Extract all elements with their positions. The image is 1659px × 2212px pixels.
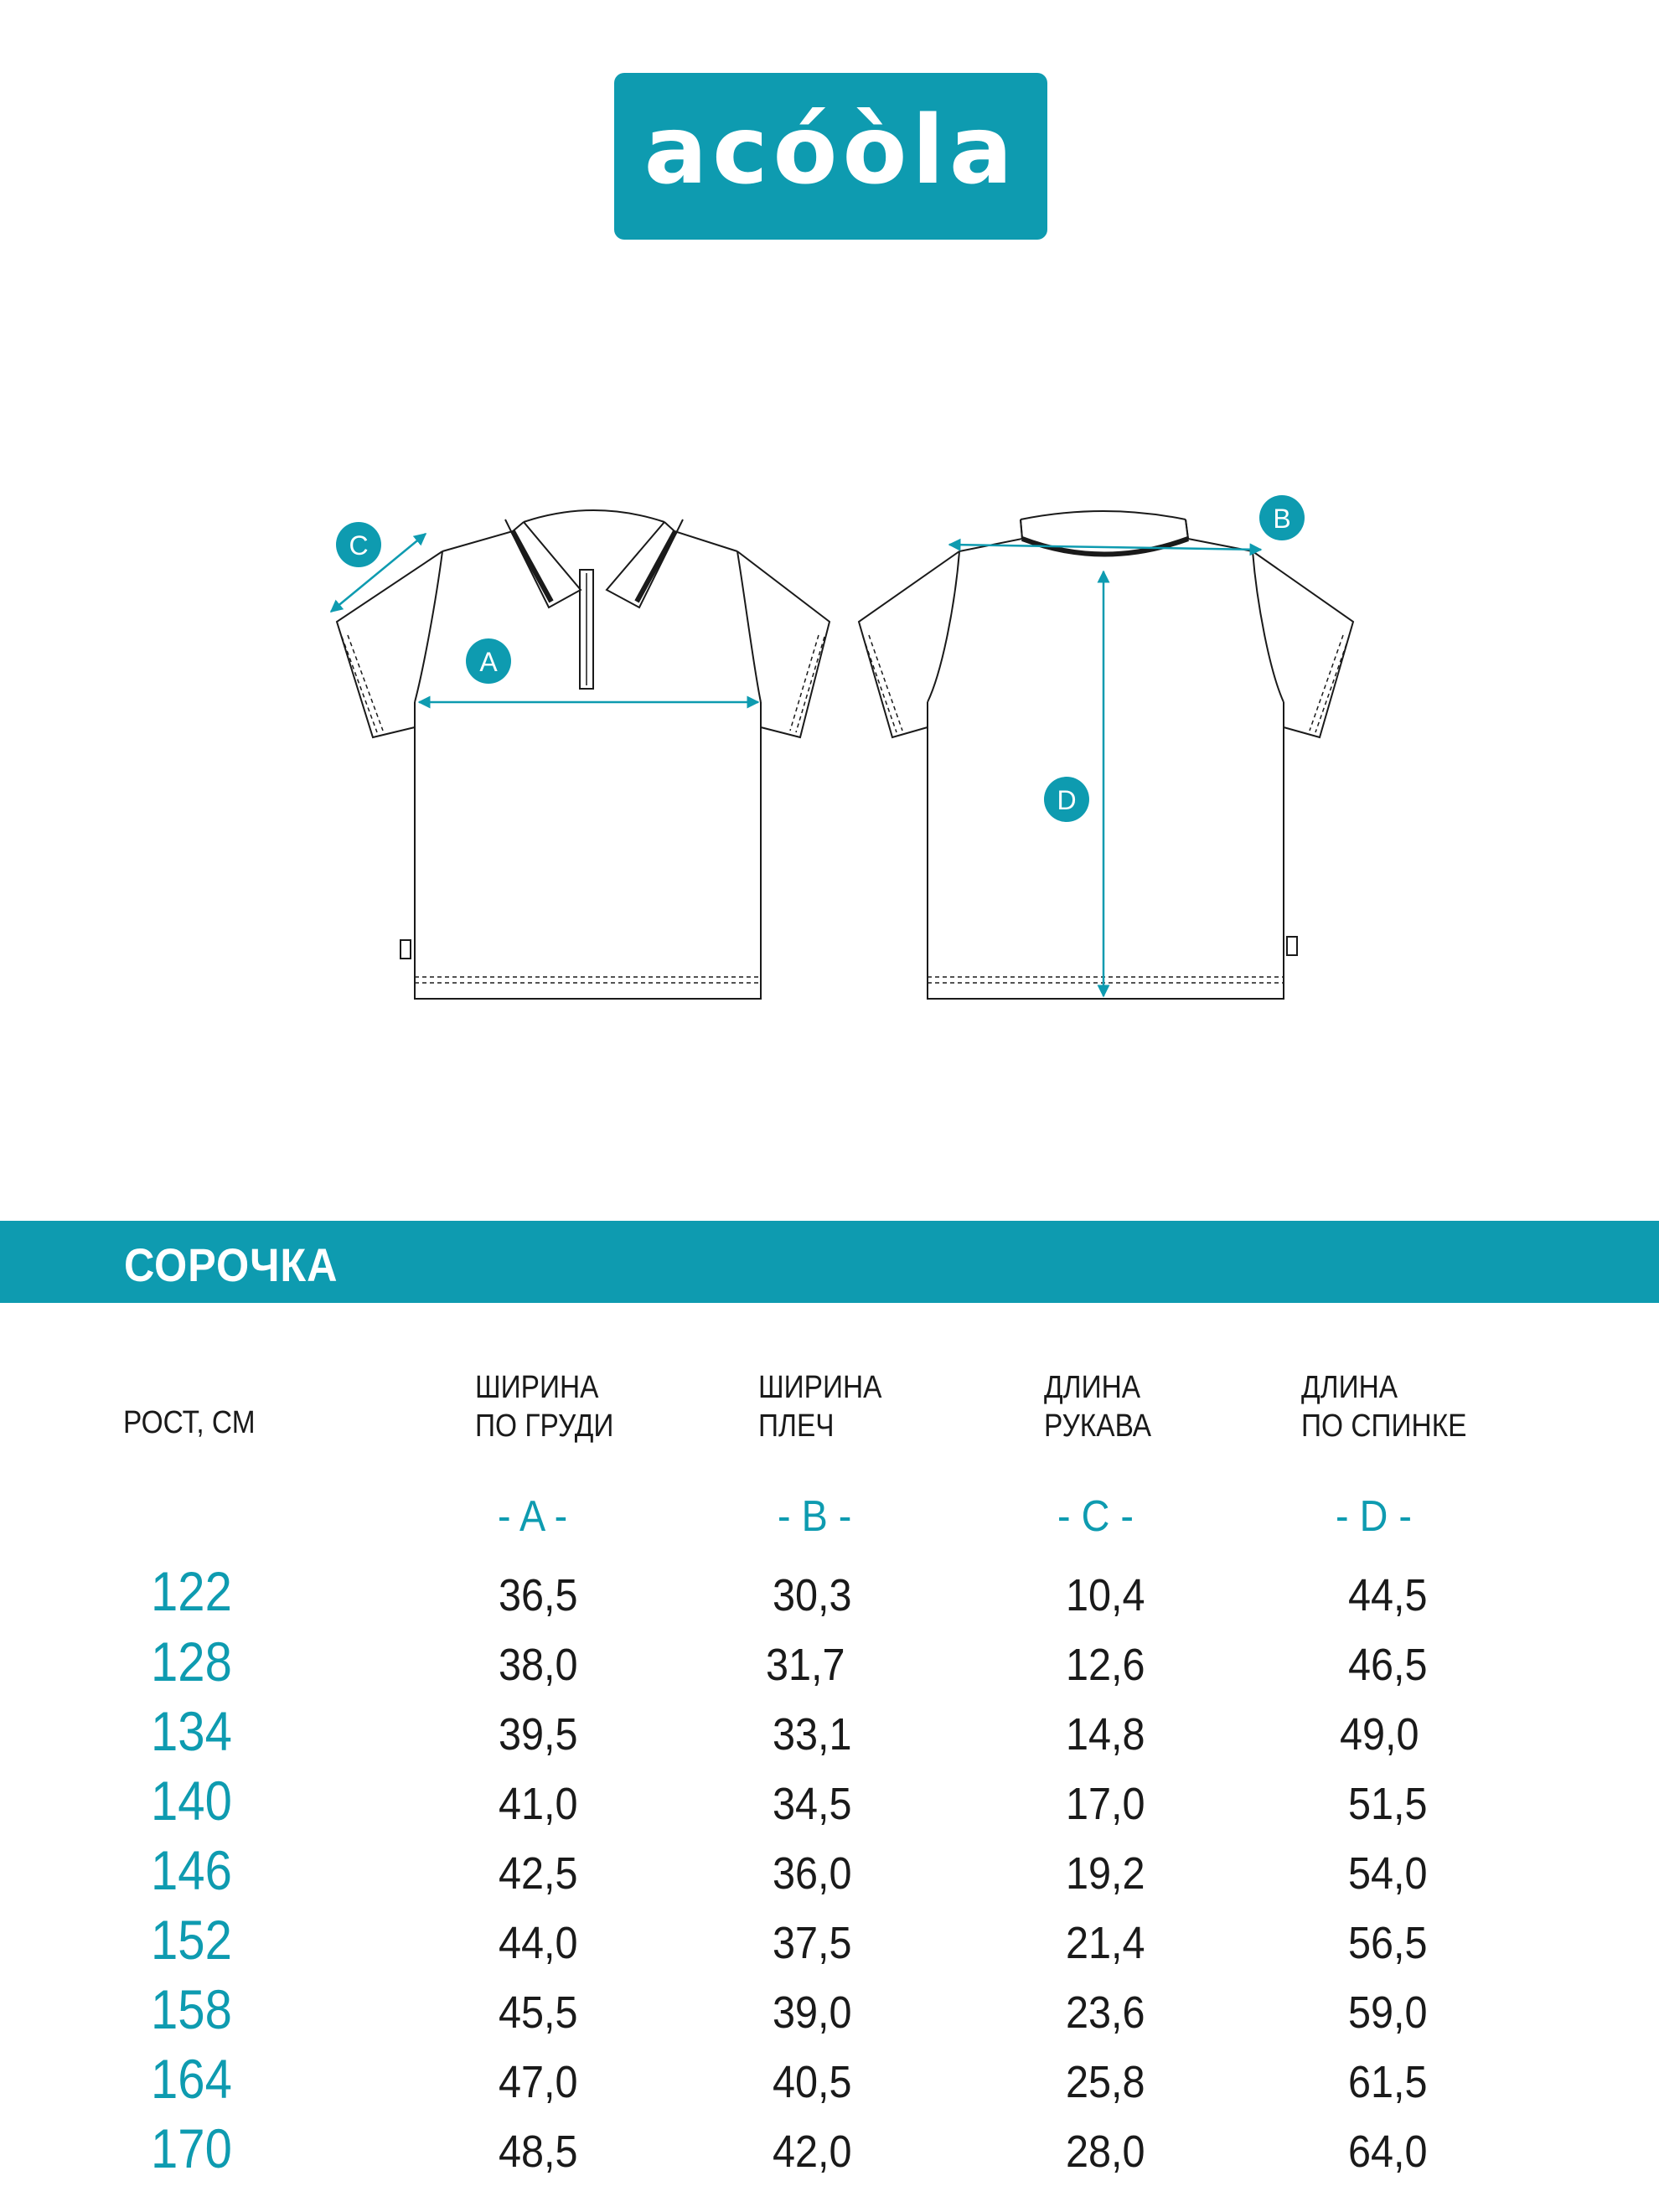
chest-width-value: 47,0 — [499, 2057, 578, 2107]
back-length-value: 51,5 — [1348, 1779, 1428, 1829]
back-length-value: 61,5 — [1348, 2057, 1428, 2107]
height-value: 164 — [151, 2048, 232, 2110]
column-letter-a: - A - — [498, 1492, 568, 1541]
svg-text:D: D — [1057, 785, 1077, 815]
height-value: 152 — [151, 1909, 232, 1971]
back-length-value: 49,0 — [1340, 1709, 1419, 1760]
back-view — [859, 511, 1353, 999]
measurement-arrows — [331, 534, 1261, 996]
sleeve-length-value: 17,0 — [1066, 1779, 1145, 1829]
chest-width-value: 39,5 — [499, 1709, 578, 1760]
chest-width-value: 48,5 — [499, 2127, 578, 2177]
back-length-value: 44,5 — [1348, 1570, 1428, 1620]
sleeve-length-value: 12,6 — [1066, 1640, 1145, 1690]
sleeve-length-value: 23,6 — [1066, 1987, 1145, 2038]
sleeve-length-value: 25,8 — [1066, 2057, 1145, 2107]
sleeve-length-value: 10,4 — [1066, 1570, 1145, 1620]
sleeve-length-value: 28,0 — [1066, 2127, 1145, 2177]
badge-d — [1044, 777, 1089, 822]
svg-text:C: C — [349, 530, 369, 561]
badge-c — [336, 522, 381, 567]
height-value: 158 — [151, 1978, 232, 2040]
product-title: СОРОЧКА — [124, 1238, 339, 1291]
badge-a — [466, 638, 511, 684]
arrow-b — [949, 545, 1261, 550]
column-letter-c: - C - — [1057, 1492, 1134, 1541]
shoulder-width-value: 37,5 — [773, 1918, 852, 1968]
column-header-sleeve: ДЛИНА РУКАВА — [1044, 1370, 1152, 1444]
shoulder-width-value: 30,3 — [773, 1570, 852, 1620]
back-length-value: 46,5 — [1348, 1640, 1428, 1690]
sleeve-length-value: 21,4 — [1066, 1918, 1145, 1968]
front-view — [337, 510, 830, 999]
chest-width-value: 36,5 — [499, 1570, 578, 1620]
product-banner — [0, 1221, 1659, 1303]
column-letter-d: - D - — [1336, 1492, 1412, 1541]
back-length-value: 59,0 — [1348, 1987, 1428, 2038]
column-header-back-length: ДЛИНА ПО СПИНКЕ — [1301, 1370, 1467, 1444]
back-length-value: 64,0 — [1348, 2127, 1428, 2177]
height-value: 122 — [151, 1560, 232, 1622]
brand-logo-text: acóòla — [643, 96, 1018, 205]
height-value: 128 — [151, 1631, 232, 1693]
column-letter-b: - B - — [778, 1492, 852, 1541]
shoulder-width-value: 31,7 — [766, 1640, 845, 1690]
shoulder-width-value: 39,0 — [773, 1987, 852, 2038]
shoulder-width-value: 36,0 — [773, 1848, 852, 1899]
height-value: 146 — [151, 1839, 232, 1901]
badge-b — [1259, 495, 1305, 540]
back-length-value: 54,0 — [1348, 1848, 1428, 1899]
chest-width-value: 45,5 — [499, 1987, 578, 2038]
shoulder-width-value: 34,5 — [773, 1779, 852, 1829]
back-length-value: 56,5 — [1348, 1918, 1428, 1968]
garment-sketch — [0, 0, 1659, 1089]
chest-width-value: 44,0 — [499, 1918, 578, 1968]
svg-text:B: B — [1273, 504, 1291, 534]
shoulder-width-value: 40,5 — [773, 2057, 852, 2107]
chest-width-value: 38,0 — [499, 1640, 578, 1690]
height-value: 170 — [151, 2117, 232, 2179]
height-value: 140 — [151, 1770, 232, 1832]
chest-width-value: 41,0 — [499, 1779, 578, 1829]
height-value: 134 — [151, 1700, 232, 1762]
row-header: РОСТ, СМ — [123, 1405, 256, 1440]
column-header-chest: ШИРИНА ПО ГРУДИ — [475, 1370, 614, 1444]
shoulder-width-value: 42,0 — [773, 2127, 852, 2177]
chest-width-value: 42,5 — [499, 1848, 578, 1899]
sleeve-length-value: 19,2 — [1066, 1848, 1145, 1899]
column-header-shoulder: ШИРИНА ПЛЕЧ — [758, 1370, 882, 1444]
shoulder-width-value: 33,1 — [773, 1709, 852, 1760]
sleeve-length-value: 14,8 — [1066, 1709, 1145, 1760]
svg-text:A: A — [479, 647, 498, 677]
